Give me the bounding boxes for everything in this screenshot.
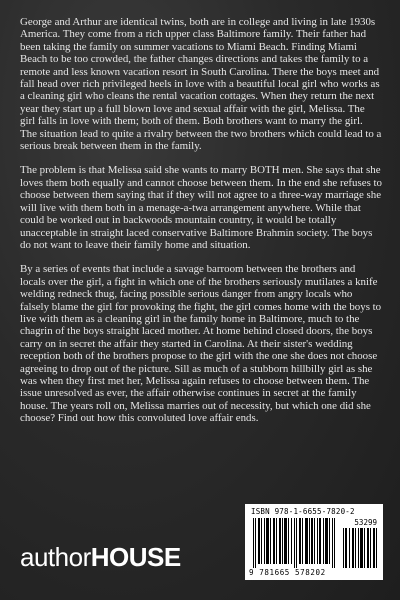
logo-text-light: author [20, 542, 91, 572]
blurb-paragraph-2: The problem is that Melissa said she wants to marry BOTH men. She says that she loves them both equally and cannot choose between them. In the end she refuses to choose between them saying that if they will not agree to a three-way marriage she will live with them both in a menage-a-twa arrangement anywhere. While that could be worked out in backwoods mountain country, it would be totally unacceptable in straight laced conservative Baltimore Brahmin society. The boys do not want to leave their family home and situation. [20, 164, 383, 251]
barcode-bars-main [253, 518, 337, 568]
logo-text-bold: HOUSE [90, 542, 181, 572]
isbn-number: ISBN 978-1-6655-7820-2 [251, 507, 355, 516]
blurb-paragraph-1: George and Arthur are identical twins, both are in college and living in late 1930s America. They come from a rich upper class Baltimore family. Their father had been taking the family on summer vacations to Miami Beach. Finding Miami Beach to be too crowded, the father changes directions and takes the family to a remote and less known vacation resort in South Carolina. There the boys meet and fall head over rich privileged heels in love with a beautiful local girl who works as a cleaning girl who cleans the rental vacation cottages. When they return the next year they start up a full blown love and sexual affair with the girl, Melissa. The girl falls in love with them; both of them. Both brothers want to marry the girl. The situation lead to quite a rivalry between the two brothers which could lead to a serious break between them in the family. [20, 16, 382, 153]
publisher-logo [20, 542, 181, 573]
back-cover-blurb [20, 16, 382, 437]
barcode-bars-addon [343, 528, 377, 568]
blurb-paragraph-3: By a series of events that include a savage barroom between the brothers and locals over the girl, a fight in which one of the brothers seriously mutilates a knife welding redneck thug, facing possible serious danger from angry locals who falsely blame the girl for provoking the fight, the girl comes home with the boys to live with them as a cleaning girl in the family home in Baltimore, much to the chagrin of the boys straight laced mother. At home behind closed doors, the boys carry on in secret the affair they started in Carolina. At their sister's wedding reception both of the brothers propose to the girl with the one she does not choose agreeing to drop out of the picture. Sill as much of a stubborn hillbilly girl as she was when they first met her, Melissa again refuses to choose between them. The issue unresolved as ever, the affair otherwise continues in secret at the family house. The years roll on, Melissa marries out of necessity, but which one did she choose? Find out how this convoluted love affair ends. [20, 263, 382, 425]
barcode-digits: 9 781665 578202 [249, 568, 326, 577]
isbn-barcode [245, 504, 383, 580]
price-code: 53299 [354, 518, 377, 527]
